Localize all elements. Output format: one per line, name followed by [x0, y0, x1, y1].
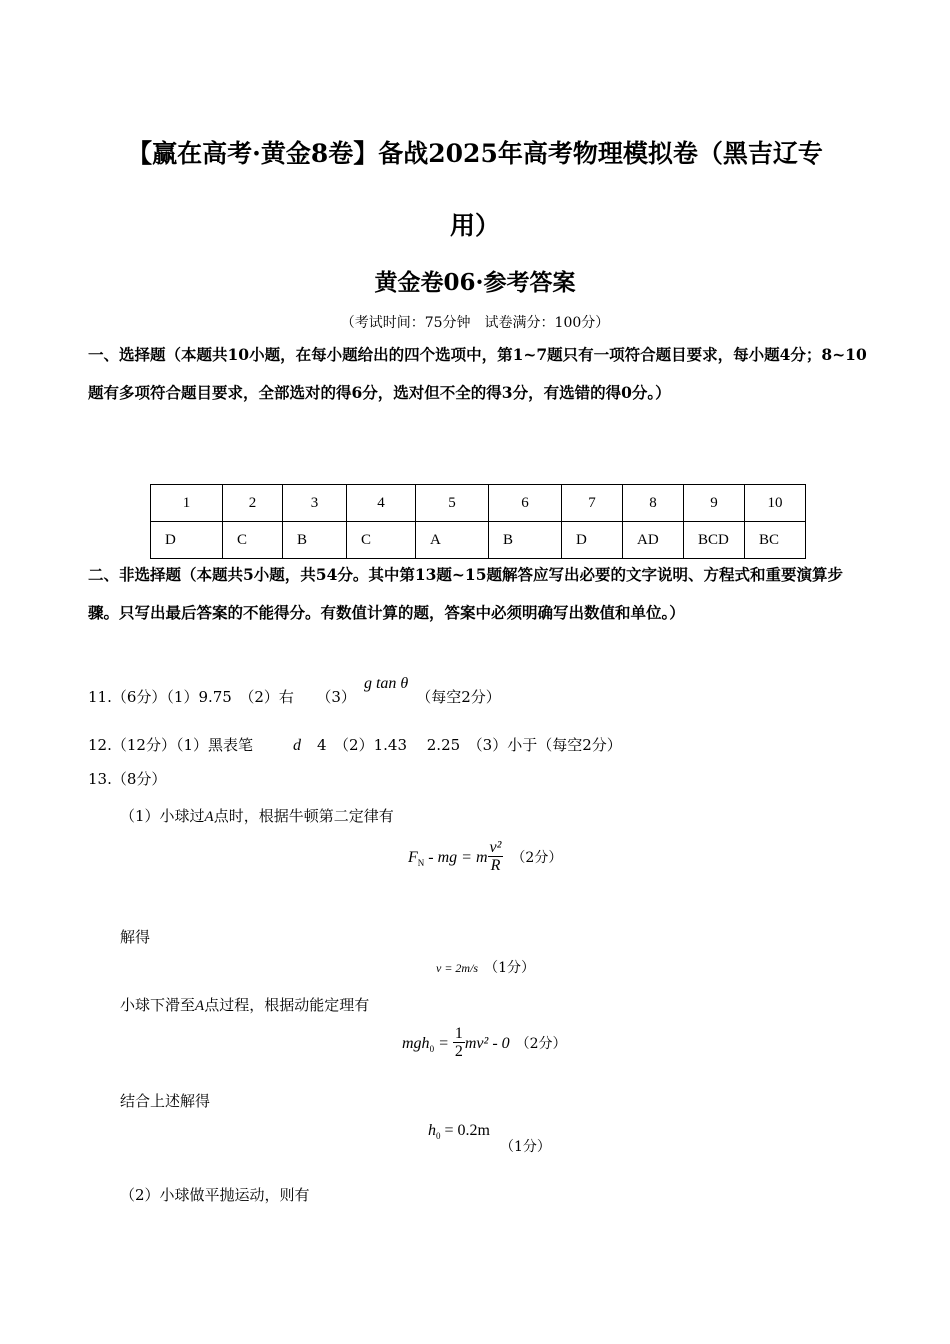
eq4-right: = 0.2m	[440, 1122, 490, 1139]
q13-combine-label: 结合上述解得	[120, 1092, 211, 1110]
table-cell: B	[489, 522, 562, 559]
table-cell: 1	[151, 485, 223, 522]
eq3-numerator: 1	[454, 1025, 463, 1042]
equation-energy	[402, 1026, 567, 1061]
equation-newton	[408, 840, 562, 875]
table-cell: 7	[562, 485, 623, 522]
eq1-fraction	[488, 840, 504, 875]
q13-part2: （2）小球做平抛运动，则有	[120, 1186, 310, 1204]
answer-table-number-row	[151, 485, 806, 522]
answer-table	[150, 484, 806, 559]
q12-rest: 4 （2）1.43 2.25 （3）小于（每空2分）	[317, 736, 622, 754]
table-cell: 2	[223, 485, 283, 522]
q11-suffix: （每空2分）	[416, 688, 501, 706]
eq3-equals: =	[434, 1035, 453, 1052]
q12-answer	[88, 734, 622, 755]
q13-solve-label: 解得	[120, 928, 151, 946]
eq1-sub: N	[417, 858, 425, 869]
table-cell: AD	[623, 522, 684, 559]
eq3-score: （2分）	[515, 1036, 567, 1052]
table-cell: 6	[489, 485, 562, 522]
page-title-line2: 用）	[449, 211, 500, 240]
table-cell: B	[283, 522, 347, 559]
eq2-text: v = 2m/s	[436, 961, 479, 975]
eq3-left: mgh	[402, 1035, 430, 1052]
q13-step1-var: A	[204, 809, 214, 825]
q11-answer	[88, 675, 501, 707]
table-cell: 9	[684, 485, 745, 522]
q13-step1	[120, 805, 394, 826]
table-cell: 10	[745, 485, 806, 522]
table-cell: D	[562, 522, 623, 559]
table-cell: A	[416, 522, 489, 559]
eq3-sub: 0	[429, 1044, 435, 1055]
q12-prefix: 12.（12分）（1）黑表笔	[88, 736, 253, 754]
table-cell: BC	[745, 522, 806, 559]
table-cell: BCD	[684, 522, 745, 559]
q13-step2-var: A	[195, 998, 205, 1014]
page-subtitle: 黄金卷06·参考答案	[374, 269, 576, 296]
q12-var-d: d	[293, 737, 301, 754]
section1-heading: 一、选择题（本题共10小题，在每小题给出的四个选项中，第1~7题只有一项符合题目要求，每小题4分；8~10题有多项符合题目要求，全部选对的得6分，选对但不全的得3分，有选错的得0分。）	[88, 345, 867, 402]
equation-velocity	[436, 957, 535, 977]
eq1-denominator: R	[490, 857, 501, 874]
page-title-line1: 【赢在高考·黄金8卷】备战2025年高考物理模拟卷（黑吉辽专	[127, 139, 823, 168]
eq1-numerator: v²	[489, 839, 502, 856]
eq3-right: mv² - 0	[464, 1035, 510, 1052]
eq1-left: F	[408, 849, 418, 866]
section2-heading: 二、非选择题（本题共5小题，共54分。其中第13题~15题解答应写出必要的文字说明、方程式和重要演算步骤。只写出最后答案的不能得分。有数值计算的题，答案中必须明确写出数值和单位。）	[88, 565, 843, 622]
equation-height	[428, 1120, 490, 1141]
answer-table-answer-row	[151, 522, 806, 559]
q13-step2-text-b: 点过程，根据动能定理有	[204, 996, 370, 1014]
eq3-fraction	[453, 1026, 465, 1061]
table-cell: D	[151, 522, 223, 559]
eq4-score: （1分）	[500, 1139, 551, 1155]
q11-prefix: 11.（6分）（1）9.75 （2）右 （3）	[88, 688, 356, 706]
eq4-sub: 0	[436, 1131, 441, 1142]
exam-info: （考试时间：75分钟 试卷满分：100分）	[340, 315, 610, 331]
eq1-score: （2分）	[511, 850, 563, 866]
q11-formula: g tan θ	[363, 675, 409, 692]
table-cell: 4	[347, 485, 416, 522]
table-cell: 5	[416, 485, 489, 522]
table-cell: 8	[623, 485, 684, 522]
table-cell: C	[347, 522, 416, 559]
eq3-denominator: 2	[454, 1043, 463, 1060]
eq2-score: （1分）	[484, 960, 536, 976]
eq4-left: h	[428, 1122, 436, 1139]
table-cell: 3	[283, 485, 347, 522]
q13-step2	[120, 994, 369, 1015]
q13-step2-text-a: 小球下滑至	[120, 996, 196, 1014]
q13-step1-text-b: 点时，根据牛顿第二定律有	[213, 807, 394, 825]
table-cell: C	[223, 522, 283, 559]
eq1-mid: - mg = m	[424, 849, 488, 866]
q13-step1-text-a: （1）小球过	[120, 807, 205, 825]
q13-heading: 13.（8分）	[88, 770, 167, 788]
